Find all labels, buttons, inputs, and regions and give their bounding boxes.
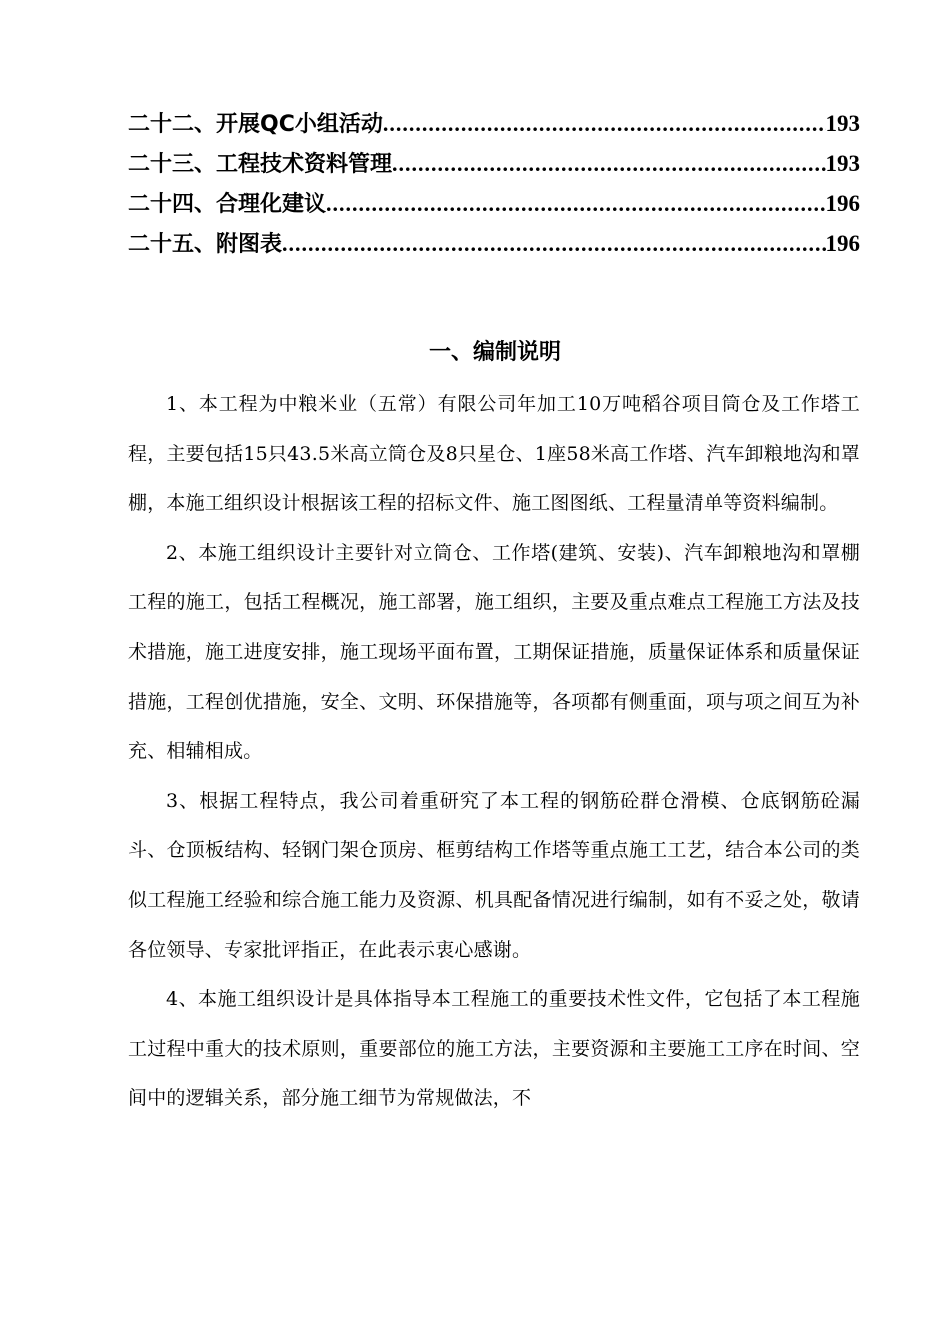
- toc-leader-dots: [326, 184, 825, 224]
- table-of-contents: [128, 104, 860, 264]
- toc-entry-page: 193: [825, 151, 860, 176]
- toc-entry-page: 196: [825, 191, 860, 216]
- toc-entry-title: 二十五、附图表: [128, 232, 283, 257]
- toc-entry[interactable]: [128, 144, 860, 184]
- section-heading: 一、编制说明: [428, 340, 561, 365]
- toc-entry[interactable]: [128, 184, 860, 224]
- toc-leader-dots: [392, 144, 825, 184]
- toc-entry-title: 二十三、工程技术资料管理: [128, 152, 393, 177]
- toc-entry-page: 193: [825, 111, 860, 136]
- toc-entry-title: 二十四、合理化建议: [128, 192, 327, 217]
- paragraph: 4、本施工组织设计是具体指导本工程施工的重要技术性文件，它包括了本工程施工过程中重大的技术原则，重要部位的施工方法，主要资源和主要施工工序在时间、空间中的逻辑关系，部分施工细节为常规做法，不: [128, 988, 860, 1110]
- toc-leader-dots: [282, 224, 825, 264]
- paragraph: 3、根据工程特点，我公司着重研究了本工程的钢筋砼群仓滑模、仓底钢筋砼漏斗、仓顶板结构、轻钢门架仓顶房、框剪结构工作塔等重点施工工艺，结合本公司的类似工程施工经验和综合施工能力及资源、机具配备情况进行编制，如有不妥之处，敬请各位领导、专家批评指正，在此表示衷心感谢。: [128, 789, 860, 961]
- toc-entry[interactable]: [128, 104, 860, 144]
- paragraph: 2、本施工组织设计主要针对立筒仓、工作塔(建筑、安装)、汽车卸粮地沟和罩棚工程的施工，包括工程概况，施工部署，施工组织，主要及重点难点工程施工方法及技术措施，施工进度安排，施工现场平面布置，工期保证措施，质量保证体系和质量保证措施，工程创优措施，安全、文明、环保措施等，各项都有侧重面，项与项之间互为补充、相辅相成。: [128, 541, 860, 763]
- section-body: [128, 380, 860, 1124]
- toc-leader-dots: [383, 104, 826, 144]
- toc-entry-page: 196: [825, 231, 860, 256]
- toc-entry-title: 二十二、开展QC小组活动: [128, 112, 383, 137]
- toc-entry[interactable]: [128, 224, 860, 264]
- paragraph: 1、本工程为中粮米业（五常）有限公司年加工10万吨稻谷项目筒仓及工作塔工程，主要包括15只43.5米高立筒仓及8只星仓、1座58米高工作塔、汽车卸粮地沟和罩棚，本施工组织设计根据该工程的招标文件、施工图图纸、工程量清单等资料编制。: [128, 393, 860, 515]
